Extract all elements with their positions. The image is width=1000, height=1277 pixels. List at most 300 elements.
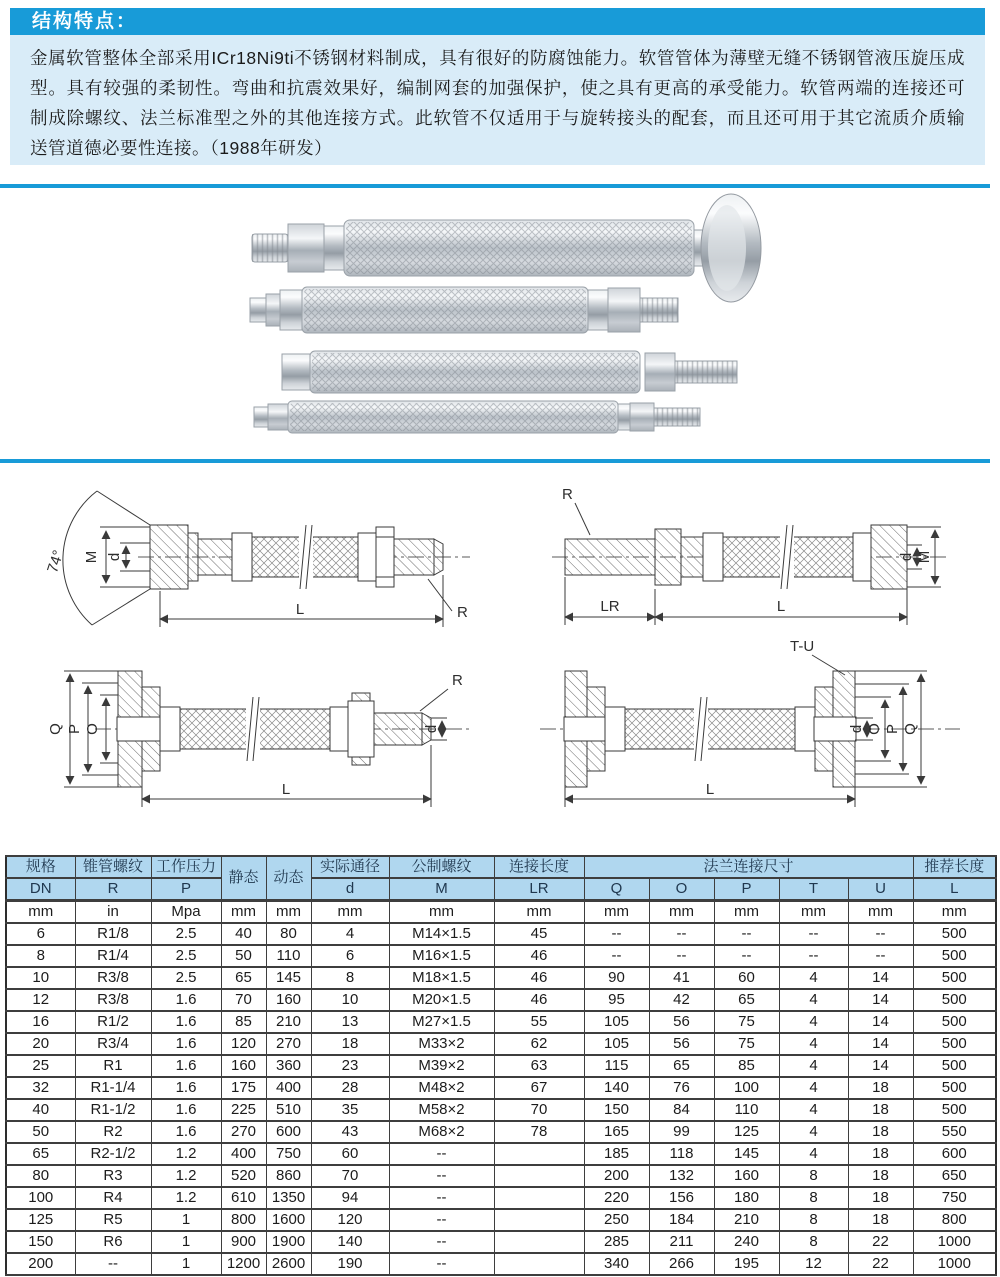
table-cell: 220 — [584, 1187, 649, 1209]
table-cell: 10 — [6, 967, 75, 989]
table-cell: 400 — [266, 1077, 311, 1099]
table-cell: 1000 — [913, 1231, 996, 1253]
table-cell: R1 — [75, 1055, 151, 1077]
table-cell: M58×2 — [389, 1099, 494, 1121]
unit-cell: mm — [848, 901, 913, 924]
table-cell: 22 — [848, 1253, 913, 1275]
dim-label-R2: R — [562, 486, 573, 503]
table-cell — [494, 1231, 584, 1253]
spec-table-body — [6, 923, 996, 1275]
dim-label-L4: L — [705, 781, 715, 798]
table-cell: -- — [779, 945, 848, 967]
table-cell: M68×2 — [389, 1121, 494, 1143]
table-cell: 23 — [311, 1055, 389, 1077]
table-cell: 94 — [311, 1187, 389, 1209]
col-LR: LR — [494, 878, 584, 901]
intro-text: 金属软管整体全部采用ICr18Ni9ti不锈钢材料制成，具有很好的防腐蚀能力。软管管体为薄壁无缝不锈钢管液压旋压成型。具有较强的柔韧性。弯曲和抗震效果好，编制网套的加强保护，使之具有更高的承受能力。软管两端的连接还可制成除螺纹、法兰标准型之外的其他连接方式。此软管不仅适用于与旋转接头的配套，而且还可用于其它流质介质输送管道德必要性连接。（1988年研发） — [30, 48, 965, 158]
units-row — [6, 901, 996, 924]
table-cell: 1900 — [266, 1231, 311, 1253]
table-cell: 70 — [311, 1165, 389, 1187]
table-cell: 266 — [649, 1253, 714, 1275]
table-cell: 85 — [714, 1055, 779, 1077]
col-taper-thread: 锥管螺纹 — [75, 856, 151, 878]
table-cell: 10 — [311, 989, 389, 1011]
table-cell: 210 — [266, 1011, 311, 1033]
table-cell: 150 — [6, 1231, 75, 1253]
table-cell: 18 — [848, 1077, 913, 1099]
dim-label-M2: M — [916, 550, 933, 564]
table-cell: 200 — [584, 1165, 649, 1187]
table-cell: 13 — [311, 1011, 389, 1033]
table-cell: M33×2 — [389, 1033, 494, 1055]
table-cell: 32 — [6, 1077, 75, 1099]
table-cell: 67 — [494, 1077, 584, 1099]
table-cell: R4 — [75, 1187, 151, 1209]
table-cell: 18 — [848, 1187, 913, 1209]
table-cell: 800 — [221, 1209, 266, 1231]
drawing-flange-to-male — [47, 671, 470, 807]
table-row — [6, 1253, 996, 1275]
table-cell: 40 — [6, 1099, 75, 1121]
table-cell: 1.6 — [151, 1121, 221, 1143]
table-cell: R1/4 — [75, 945, 151, 967]
table-cell: 500 — [913, 1077, 996, 1099]
table-cell: 42 — [649, 989, 714, 1011]
dim-label-P: P — [66, 723, 83, 735]
table-cell: -- — [714, 923, 779, 945]
table-cell: 76 — [649, 1077, 714, 1099]
dim-label-O: O — [84, 723, 101, 735]
dim-label-P4: P — [884, 723, 901, 735]
dim-label-L: L — [295, 601, 305, 618]
table-cell: 132 — [649, 1165, 714, 1187]
table-cell: 185 — [584, 1143, 649, 1165]
col-flange-dims: 法兰连接尺寸 — [584, 856, 913, 878]
table-cell: 118 — [649, 1143, 714, 1165]
table-cell: R1/2 — [75, 1011, 151, 1033]
table-cell: 175 — [221, 1077, 266, 1099]
unit-cell: mm — [779, 901, 848, 924]
drawing-cone-to-male — [44, 491, 470, 627]
header-row-2 — [6, 878, 996, 901]
table-cell: 1.6 — [151, 1077, 221, 1099]
table-cell: 285 — [584, 1231, 649, 1253]
table-cell: 25 — [6, 1055, 75, 1077]
table-cell: 8 — [311, 967, 389, 989]
table-cell: M16×1.5 — [389, 945, 494, 967]
hose-photo-3 — [282, 351, 737, 393]
table-cell: 860 — [266, 1165, 311, 1187]
table-cell: M18×1.5 — [389, 967, 494, 989]
table-cell: 95 — [584, 989, 649, 1011]
table-cell — [494, 1165, 584, 1187]
table-cell: 110 — [714, 1099, 779, 1121]
table-cell: 60 — [311, 1143, 389, 1165]
table-cell: 56 — [649, 1033, 714, 1055]
table-cell: 18 — [848, 1143, 913, 1165]
col-connection-length: 连接长度 — [494, 856, 584, 878]
table-cell: 75 — [714, 1011, 779, 1033]
unit-cell: mm — [649, 901, 714, 924]
table-cell: 75 — [714, 1033, 779, 1055]
table-cell: 14 — [848, 1055, 913, 1077]
table-cell: R3/8 — [75, 989, 151, 1011]
table-row — [6, 945, 996, 967]
table-cell: R3/4 — [75, 1033, 151, 1055]
table-cell — [494, 1253, 584, 1275]
table-cell: 8 — [779, 1209, 848, 1231]
table-cell: 46 — [494, 945, 584, 967]
table-cell: 750 — [266, 1143, 311, 1165]
col-O: O — [649, 878, 714, 901]
unit-cell: mm — [714, 901, 779, 924]
col-R: R — [75, 878, 151, 901]
table-cell: -- — [389, 1143, 494, 1165]
table-cell: M48×2 — [389, 1077, 494, 1099]
table-cell: 50 — [6, 1121, 75, 1143]
table-cell: -- — [714, 945, 779, 967]
table-cell: 14 — [848, 967, 913, 989]
table-cell: 190 — [311, 1253, 389, 1275]
table-row — [6, 1143, 996, 1165]
dimension-drawings — [0, 467, 1000, 853]
col-P: P — [151, 878, 221, 901]
table-cell: -- — [584, 945, 649, 967]
table-cell: 125 — [714, 1121, 779, 1143]
table-cell: 14 — [848, 1033, 913, 1055]
table-row — [6, 967, 996, 989]
table-cell: -- — [389, 1187, 494, 1209]
table-cell: 1 — [151, 1231, 221, 1253]
table-cell: M39×2 — [389, 1055, 494, 1077]
table-row — [6, 1099, 996, 1121]
table-cell: 4 — [779, 1033, 848, 1055]
table-cell: 115 — [584, 1055, 649, 1077]
table-cell: 105 — [584, 1033, 649, 1055]
table-cell: 90 — [584, 967, 649, 989]
table-cell: 145 — [714, 1143, 779, 1165]
table-cell: 8 — [779, 1187, 848, 1209]
table-cell: 500 — [913, 945, 996, 967]
table-cell: 1 — [151, 1209, 221, 1231]
table-row — [6, 1121, 996, 1143]
col-M: M — [389, 878, 494, 901]
table-cell: 55 — [494, 1011, 584, 1033]
table-cell: 165 — [584, 1121, 649, 1143]
dim-label-74deg: 74° — [44, 548, 68, 576]
table-cell: 105 — [584, 1011, 649, 1033]
col-dynamic: 动态 — [266, 856, 311, 901]
table-cell: 270 — [221, 1121, 266, 1143]
table-cell: 14 — [848, 1011, 913, 1033]
table-cell: -- — [779, 923, 848, 945]
table-cell: 1 — [151, 1253, 221, 1275]
table-cell: 16 — [6, 1011, 75, 1033]
dim-label-TU: T-U — [790, 638, 815, 655]
unit-cell: Mpa — [151, 901, 221, 924]
unit-cell: mm — [584, 901, 649, 924]
table-cell: -- — [848, 945, 913, 967]
table-cell: 340 — [584, 1253, 649, 1275]
table-cell: 1.6 — [151, 1055, 221, 1077]
table-cell: 43 — [311, 1121, 389, 1143]
col-spec: 规格 — [6, 856, 75, 878]
table-cell: 210 — [714, 1209, 779, 1231]
col-d: d — [311, 878, 389, 901]
dim-label-L3: L — [281, 781, 291, 798]
col-recommended-length: 推荐长度 — [913, 856, 996, 878]
table-cell: 110 — [266, 945, 311, 967]
table-cell: 18 — [848, 1209, 913, 1231]
table-cell: 4 — [779, 1143, 848, 1165]
table-cell: 120 — [311, 1209, 389, 1231]
table-cell: R1/8 — [75, 923, 151, 945]
table-cell: 100 — [714, 1077, 779, 1099]
table-cell: 60 — [714, 967, 779, 989]
table-cell: 195 — [714, 1253, 779, 1275]
dim-label-d4: d — [848, 724, 865, 734]
table-cell: 4 — [779, 967, 848, 989]
table-cell: 4 — [779, 1011, 848, 1033]
table-cell: 156 — [649, 1187, 714, 1209]
table-cell: M20×1.5 — [389, 989, 494, 1011]
table-row — [6, 1077, 996, 1099]
table-cell: R6 — [75, 1231, 151, 1253]
table-cell: 250 — [584, 1209, 649, 1231]
table-cell: 40 — [221, 923, 266, 945]
table-cell: 1200 — [221, 1253, 266, 1275]
table-cell: 8 — [6, 945, 75, 967]
table-cell: 56 — [649, 1011, 714, 1033]
table-cell: 8 — [779, 1231, 848, 1253]
table-row — [6, 1011, 996, 1033]
table-cell: 550 — [913, 1121, 996, 1143]
table-cell: -- — [649, 923, 714, 945]
table-cell: 900 — [221, 1231, 266, 1253]
table-cell: 2.5 — [151, 945, 221, 967]
table-cell: R5 — [75, 1209, 151, 1231]
spec-table — [5, 855, 997, 1276]
table-cell: 70 — [221, 989, 266, 1011]
table-cell: 184 — [649, 1209, 714, 1231]
unit-cell: in — [75, 901, 151, 924]
table-cell: 2.5 — [151, 967, 221, 989]
table-cell: 600 — [266, 1121, 311, 1143]
drawing-male-to-female — [552, 486, 950, 625]
table-cell: -- — [75, 1253, 151, 1275]
col-actual-bore: 实际通径 — [311, 856, 389, 878]
table-cell: 610 — [221, 1187, 266, 1209]
col-static: 静态 — [221, 856, 266, 901]
table-cell: 4 — [311, 923, 389, 945]
table-cell: 6 — [6, 923, 75, 945]
table-cell: 400 — [221, 1143, 266, 1165]
table-cell: 85 — [221, 1011, 266, 1033]
table-cell: R3 — [75, 1165, 151, 1187]
table-cell: -- — [584, 923, 649, 945]
table-cell: 20 — [6, 1033, 75, 1055]
unit-cell: mm — [494, 901, 584, 924]
table-cell: 1600 — [266, 1209, 311, 1231]
table-cell: 500 — [913, 923, 996, 945]
table-cell: 1.2 — [151, 1165, 221, 1187]
col-Q: Q — [584, 878, 649, 901]
table-cell: 520 — [221, 1165, 266, 1187]
table-cell: 180 — [714, 1187, 779, 1209]
table-cell: M14×1.5 — [389, 923, 494, 945]
table-cell: 500 — [913, 1055, 996, 1077]
table-cell: 1.6 — [151, 989, 221, 1011]
table-cell: R2 — [75, 1121, 151, 1143]
dim-label-d3: d — [423, 724, 440, 734]
table-cell: 1.6 — [151, 1033, 221, 1055]
table-cell: 65 — [714, 989, 779, 1011]
table-cell — [494, 1187, 584, 1209]
table-cell: R2-1/2 — [75, 1143, 151, 1165]
table-cell: 500 — [913, 967, 996, 989]
table-cell: R1-1/4 — [75, 1077, 151, 1099]
table-cell: 4 — [779, 1121, 848, 1143]
unit-cell: mm — [6, 901, 75, 924]
table-cell: 145 — [266, 967, 311, 989]
table-cell: 160 — [221, 1055, 266, 1077]
table-cell: 4 — [779, 1099, 848, 1121]
intro-box — [10, 35, 985, 165]
table-cell: -- — [389, 1231, 494, 1253]
dim-label-R3: R — [452, 672, 463, 689]
table-cell: 225 — [221, 1099, 266, 1121]
unit-cell: mm — [266, 901, 311, 924]
col-U: U — [848, 878, 913, 901]
table-cell: -- — [389, 1165, 494, 1187]
technical-drawings — [0, 467, 1000, 853]
table-cell: 500 — [913, 1033, 996, 1055]
section-divider-top — [0, 184, 990, 188]
table-cell: 18 — [311, 1033, 389, 1055]
table-cell: 750 — [913, 1187, 996, 1209]
table-cell: 35 — [311, 1099, 389, 1121]
table-cell: 4 — [779, 1077, 848, 1099]
table-row — [6, 923, 996, 945]
table-cell: 650 — [913, 1165, 996, 1187]
section-divider-bottom — [0, 459, 990, 463]
table-cell: 46 — [494, 989, 584, 1011]
dim-label-Q: Q — [47, 723, 64, 735]
table-cell: 500 — [913, 1011, 996, 1033]
table-cell: 50 — [221, 945, 266, 967]
table-cell: 45 — [494, 923, 584, 945]
unit-cell: mm — [311, 901, 389, 924]
unit-cell: mm — [221, 901, 266, 924]
table-cell: 1.6 — [151, 1011, 221, 1033]
table-cell: 150 — [584, 1099, 649, 1121]
table-cell: R1-1/2 — [75, 1099, 151, 1121]
table-cell — [494, 1209, 584, 1231]
table-cell: 22 — [848, 1231, 913, 1253]
table-cell: 500 — [913, 1099, 996, 1121]
table-cell: 12 — [779, 1253, 848, 1275]
table-cell: 600 — [913, 1143, 996, 1165]
table-cell: 65 — [221, 967, 266, 989]
table-cell: 41 — [649, 967, 714, 989]
dim-label-d: d — [106, 552, 123, 562]
table-cell: 140 — [311, 1231, 389, 1253]
col-metric-thread: 公制螺纹 — [389, 856, 494, 878]
table-cell: 28 — [311, 1077, 389, 1099]
table-cell: 4 — [779, 1055, 848, 1077]
unit-cell: mm — [389, 901, 494, 924]
table-cell: 1000 — [913, 1253, 996, 1275]
table-cell: R3/8 — [75, 967, 151, 989]
table-cell: 63 — [494, 1055, 584, 1077]
table-cell: -- — [389, 1209, 494, 1231]
table-cell: 18 — [848, 1099, 913, 1121]
dim-label-L2: L — [776, 598, 786, 615]
table-cell: 800 — [913, 1209, 996, 1231]
unit-cell: mm — [913, 901, 996, 924]
table-cell: 6 — [311, 945, 389, 967]
table-cell: 270 — [266, 1033, 311, 1055]
table-cell: 240 — [714, 1231, 779, 1253]
table-row — [6, 1055, 996, 1077]
drawing-flange-to-flange — [540, 638, 960, 807]
table-cell: 2600 — [266, 1253, 311, 1275]
dim-label-O4: O — [866, 723, 883, 735]
table-cell: M27×1.5 — [389, 1011, 494, 1033]
table-cell: 8 — [779, 1165, 848, 1187]
table-cell: 1.2 — [151, 1187, 221, 1209]
table-cell: 46 — [494, 967, 584, 989]
table-row — [6, 1033, 996, 1055]
dim-label-d2: d — [898, 552, 915, 562]
col-P2: P — [714, 878, 779, 901]
table-cell: 80 — [266, 923, 311, 945]
table-cell: 1.6 — [151, 1099, 221, 1121]
table-cell: -- — [848, 923, 913, 945]
table-cell: 12 — [6, 989, 75, 1011]
hose-photo-1 — [252, 194, 761, 302]
table-row — [6, 1231, 996, 1253]
table-cell: 62 — [494, 1033, 584, 1055]
table-row — [6, 1209, 996, 1231]
table-cell: 80 — [6, 1165, 75, 1187]
table-cell: 65 — [6, 1143, 75, 1165]
table-cell: -- — [649, 945, 714, 967]
table-cell: 140 — [584, 1077, 649, 1099]
table-cell: 100 — [6, 1187, 75, 1209]
table-cell: 14 — [848, 989, 913, 1011]
hose-photo-2 — [250, 287, 678, 333]
table-cell: 120 — [221, 1033, 266, 1055]
table-cell: 1.2 — [151, 1143, 221, 1165]
table-cell: 125 — [6, 1209, 75, 1231]
dim-label-LR: LR — [600, 598, 620, 615]
table-cell: 18 — [848, 1121, 913, 1143]
table-cell: 65 — [649, 1055, 714, 1077]
table-cell: 211 — [649, 1231, 714, 1253]
dim-label-R: R — [457, 604, 468, 621]
table-cell: 510 — [266, 1099, 311, 1121]
table-cell: 78 — [494, 1121, 584, 1143]
col-T: T — [779, 878, 848, 901]
dim-label-Q4: Q — [902, 723, 919, 735]
table-cell: 360 — [266, 1055, 311, 1077]
braided-hoses-image — [0, 190, 1000, 458]
section-title: 结构特点： — [32, 11, 138, 32]
table-cell: 4 — [779, 989, 848, 1011]
table-cell: 160 — [714, 1165, 779, 1187]
col-working-pressure: 工作压力 — [151, 856, 221, 878]
